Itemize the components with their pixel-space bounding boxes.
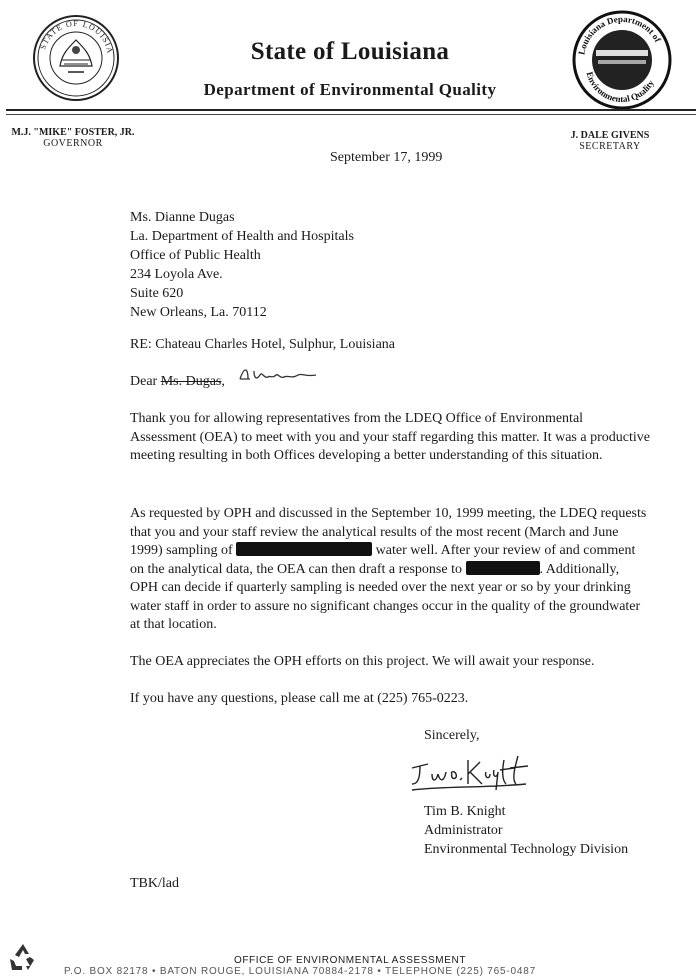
address-line: New Orleans, La. 70112	[130, 305, 267, 320]
handwritten-signature	[406, 750, 546, 801]
recipient-address	[130, 208, 354, 322]
letterhead-title: State of Louisiana	[250, 38, 450, 65]
letter-date: September 17, 1999	[330, 150, 443, 165]
secretary-block	[560, 130, 660, 152]
salutation-prefix: Dear	[130, 374, 161, 389]
governor-title: GOVERNOR	[43, 138, 103, 149]
typist-initials: TBK/lad	[130, 876, 179, 891]
svg-text:STATE OF LOUISIANA: STATE OF LOUISIA	[38, 18, 115, 55]
footer-office: OFFICE OF ENVIRONMENTAL ASSESSMENT	[233, 955, 467, 966]
paragraph-text: As requested by OPH and discussed in the September 10, 1999 meeting, the LDEQ requests that you and your staff review the analytical results of the most recent (March and June 1999) sampling of	[130, 506, 647, 558]
body-paragraph-1: Thank you for allowing representatives from the LDEQ Office of Environmental Assessment (OEA) to meet with you and your staff regarding this matter. It was a productive meeting resulting in both Offices developing a better understanding of this situation.	[130, 411, 650, 463]
body-paragraph-4: If you have any questions, please call me at (225) 765-0223.	[130, 691, 469, 706]
closing: Sincerely,	[424, 728, 480, 743]
paragraph-text: . Additionally, OPH can decide if quarterly sampling is needed over the next year or so by your drinking water staff in order to assure no significant changes occur in the quality of the groundwater at that location.	[130, 561, 641, 632]
handwritten-first-name	[236, 363, 326, 392]
paragraph-text: water well. After your review of and comment on the analytical data, the OEA can then draft a response to	[130, 543, 636, 577]
letterhead-subtitle: Department of Environmental Quality	[203, 80, 497, 99]
address-line: 234 Loyola Ave.	[130, 267, 223, 282]
header-rule	[6, 109, 696, 111]
address-line: Office of Public Health	[130, 248, 261, 263]
header-rule-thin	[6, 114, 696, 115]
salutation-suffix: ,	[221, 374, 225, 389]
redaction-block	[466, 561, 540, 575]
address-line: La. Department of Health and Hospitals	[130, 229, 354, 244]
redaction-block	[236, 542, 372, 556]
salutation	[130, 374, 225, 390]
subject-line: RE: Chateau Charles Hotel, Sulphur, Louisiana	[130, 337, 396, 352]
svg-text:Louisiana Department of: Louisiana Department of	[576, 13, 663, 56]
governor-block	[8, 127, 138, 149]
address-line: Suite 620	[130, 286, 184, 301]
secretary-name: J. DALE GIVENS	[570, 130, 650, 141]
body-paragraph-2	[130, 505, 650, 635]
signature-block	[424, 802, 628, 859]
svg-text:Environmental Quality: Environmental Quality	[584, 70, 656, 105]
secretary-title: SECRETARY	[579, 141, 641, 152]
address-line: Ms. Dianne Dugas	[130, 210, 235, 225]
signer-division: Environmental Technology Division	[424, 842, 629, 857]
footer-address: P.O. BOX 82178 • BATON ROUGE, LOUISIANA 70884-2178 • TELEPHONE (225) 765-0487	[64, 966, 536, 977]
salutation-struck-name: Ms. Dugas	[160, 374, 222, 389]
body-paragraph-3: The OEA appreciates the OPH efforts on this project. We will await your response.	[130, 654, 595, 669]
governor-name: M.J. "MIKE" FOSTER, JR.	[11, 127, 135, 138]
signer-name: Tim B. Knight	[424, 804, 506, 819]
signer-title: Administrator	[424, 823, 503, 838]
